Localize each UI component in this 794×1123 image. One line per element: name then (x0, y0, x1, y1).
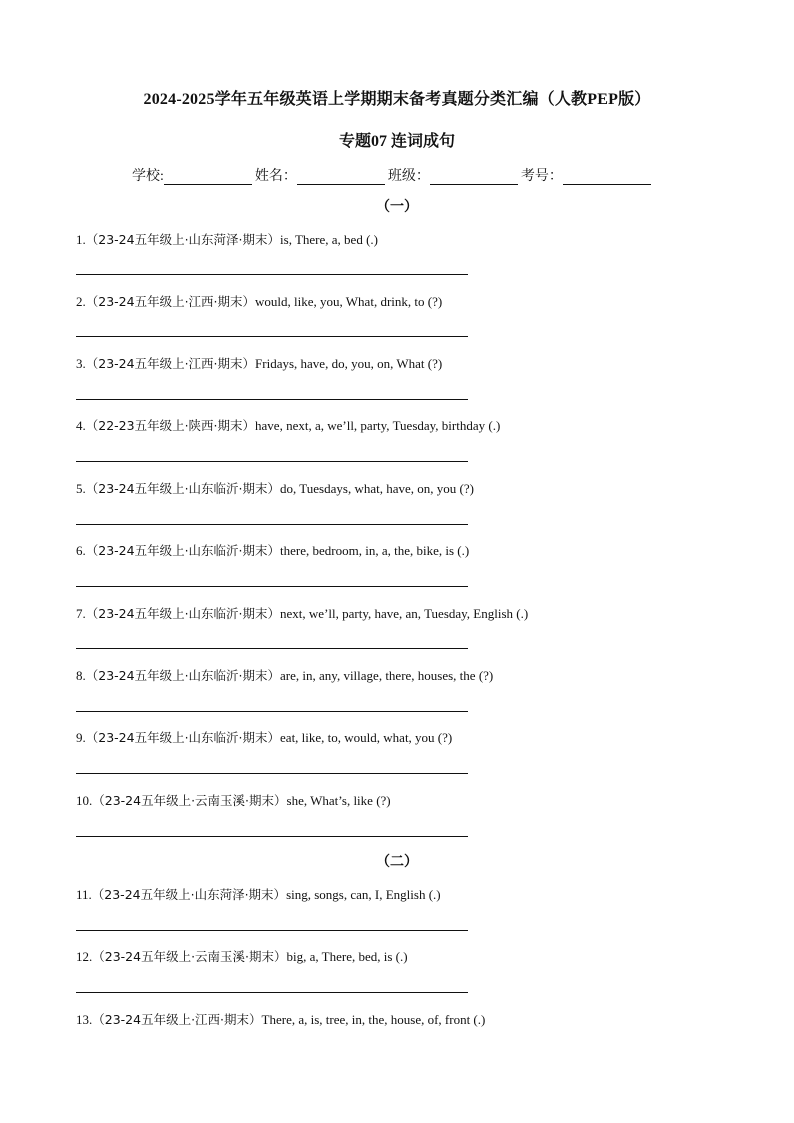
answer-line-2[interactable] (76, 336, 468, 337)
question-number: 5. (76, 481, 86, 496)
question-words: big, a, There, bed, is (.) (286, 949, 408, 964)
question-number: 11. (76, 887, 92, 902)
question-number: 13. (76, 1012, 93, 1027)
answer-line-8[interactable] (76, 711, 468, 712)
question-source: （23-24五年级上·江西·期末） (92, 1012, 262, 1027)
question-words: There, a, is, tree, in, the, house, of, front (.) (261, 1012, 486, 1027)
question-source: （23-24五年级上·江西·期末） (85, 294, 256, 309)
question-source: （23-24五年级上·山东临沂·期末） (85, 730, 281, 745)
answer-line-11[interactable] (76, 930, 468, 931)
document-title: 2024-2025学年五年级英语上学期期末备考真题分类汇编（人教PEP版） (143, 91, 651, 108)
name-label: 姓名： (254, 169, 297, 184)
question-number: 3. (76, 356, 86, 371)
answer-line-3[interactable] (76, 399, 468, 400)
question-words: is, There, a, bed (.) (280, 232, 378, 247)
question-words: next, we’ll, party, have, an, Tuesday, English (.) (280, 606, 529, 621)
question-6 (76, 541, 469, 559)
question-number: 10. (76, 793, 93, 808)
question-words: would, like, you, What, drink, to (?) (255, 294, 443, 309)
question-words: she, What’s, like (?) (286, 793, 391, 808)
question-words: eat, like, to, would, what, you (?) (280, 730, 453, 745)
question-source: （23-24五年级上·云南玉溪·期末） (92, 949, 287, 964)
number-blank[interactable] (563, 170, 651, 185)
question-number: 8. (76, 668, 86, 683)
class-blank[interactable] (430, 170, 518, 185)
question-source: （23-24五年级上·江西·期末） (85, 356, 256, 371)
question-number: 7. (76, 606, 86, 621)
document-subtitle: 专题07 连词成句 (338, 133, 455, 150)
question-source: （23-24五年级上·山东临沂·期末） (85, 668, 281, 683)
question-source: （23-24五年级上·山东菏泽·期末） (85, 232, 281, 247)
question-2 (76, 292, 442, 310)
name-blank[interactable] (297, 170, 385, 185)
question-words: have, next, a, we’ll, party, Tuesday, birthday (.) (255, 418, 501, 433)
question-source: （22-23五年级上·陕西·期末） (85, 418, 256, 433)
question-source: （23-24五年级上·山东临沂·期末） (85, 543, 281, 558)
question-13 (76, 1010, 485, 1028)
number-label: 考号： (520, 169, 563, 184)
question-3 (76, 354, 442, 372)
question-1 (76, 230, 378, 248)
question-number: 12. (76, 949, 93, 964)
question-number: 6. (76, 543, 86, 558)
question-5 (76, 479, 474, 497)
question-words: sing, songs, can, I, English (.) (286, 887, 441, 902)
question-number: 1. (76, 232, 86, 247)
question-10 (76, 791, 391, 809)
answer-line-5[interactable] (76, 524, 468, 525)
school-label: 学校: (132, 169, 164, 184)
answer-line-6[interactable] (76, 586, 468, 587)
question-source: （23-24五年级上·云南玉溪·期末） (92, 793, 287, 808)
student-info-row (132, 165, 654, 185)
question-12 (76, 947, 408, 965)
class-label: 班级： (387, 169, 430, 184)
question-number: 2. (76, 294, 86, 309)
section-heading-1: （一） (376, 200, 418, 215)
answer-line-9[interactable] (76, 773, 468, 774)
question-4 (76, 416, 500, 434)
answer-line-7[interactable] (76, 648, 468, 649)
question-words: are, in, any, village, there, houses, the (?) (280, 668, 494, 683)
question-8 (76, 666, 493, 684)
question-9 (76, 728, 452, 746)
section-heading-2: （二） (376, 855, 418, 870)
question-source: （23-24五年级上·山东临沂·期末） (85, 606, 281, 621)
answer-line-4[interactable] (76, 461, 468, 462)
question-number: 9. (76, 730, 86, 745)
answer-line-10[interactable] (76, 836, 468, 837)
question-words: Fridays, have, do, you, on, What (?) (255, 356, 443, 371)
school-blank[interactable] (164, 170, 252, 185)
question-number: 4. (76, 418, 86, 433)
question-11 (76, 885, 441, 903)
question-words: do, Tuesdays, what, have, on, you (?) (280, 481, 474, 496)
question-7 (76, 604, 528, 622)
question-source: （23-24五年级上·山东菏泽·期末） (91, 887, 287, 902)
answer-line-1[interactable] (76, 274, 468, 275)
question-words: there, bedroom, in, a, the, bike, is (.) (280, 543, 470, 558)
question-source: （23-24五年级上·山东临沂·期末） (85, 481, 281, 496)
answer-line-12[interactable] (76, 992, 468, 993)
